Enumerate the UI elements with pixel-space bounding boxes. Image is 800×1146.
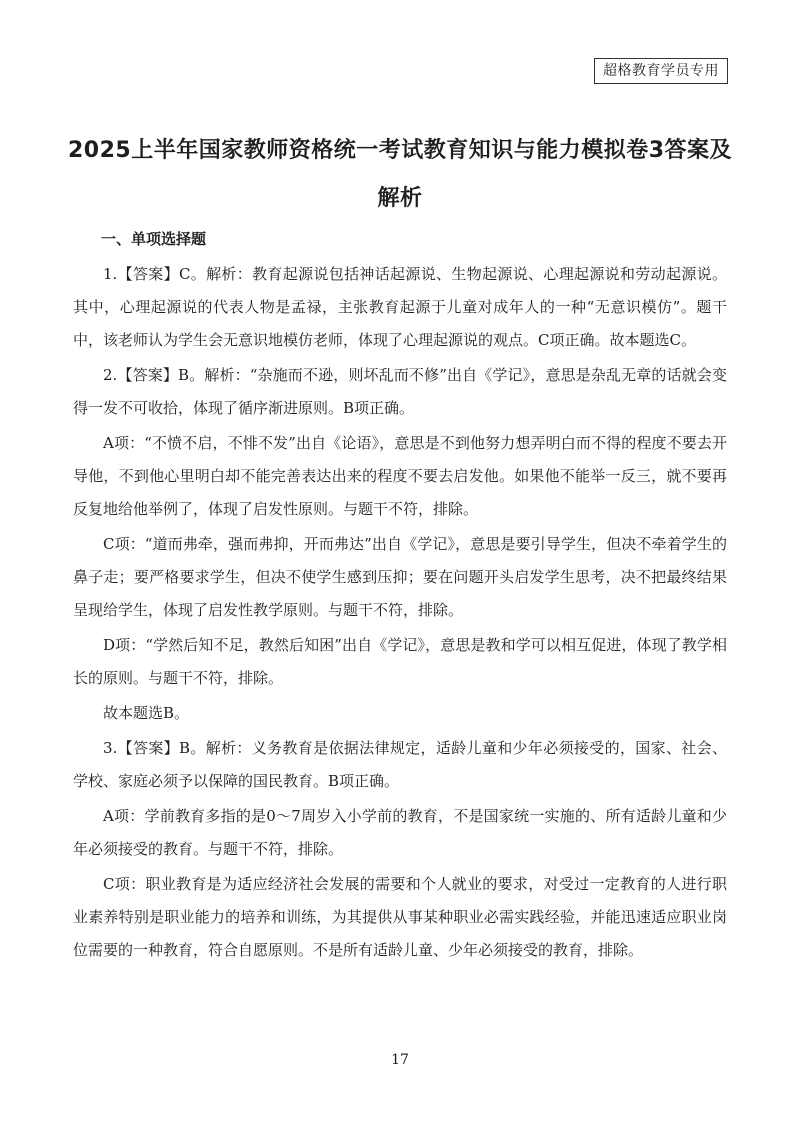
option-analysis-d: D项：“学然后知不足，教然后知困”出自《学记》，意思是教和学可以相互促进，体现了教学相长的原则。与题干不符，排除。 xyxy=(73,636,727,687)
option-analysis-a: A项：学前教育多指的是0～7周岁入小学前的教育，不是国家统一实施的、所有适龄儿童和少年必须接受的教育。与题干不符，排除。 xyxy=(73,807,727,858)
answer-paragraph-q2: 2.【答案】B。解析：“杂施而不逊，则坏乱而不修”出自《学记》，意思是杂乱无章的话就会变得一发不可收拾，体现了循序渐进原则。B项正确。 xyxy=(73,366,727,417)
page-title xyxy=(0,127,800,223)
option-analysis-c: C项：职业教育是为适应经济社会发展的需要和个人就业的要求，对受过一定教育的人进行职业素养特别是职业能力的培养和训练，为其提供从事某种职业必需实践经验，并能迅速适应职业岗位需要的一种教育，符合自愿原则。不是所有适龄儿童、少年必须接受的教育，排除。 xyxy=(73,875,727,959)
option-analysis-c: C项：“道而弗牵，强而弗抑，开而弗达”出自《学记》，意思是要引导学生，但决不牵着学生的鼻子走；要严格要求学生，但决不使学生感到压抑；要在问题开头启发学生思考，决不把最终结果呈现给学生，体现了启发性教学原则。与题干不符，排除。 xyxy=(73,535,727,619)
student-only-stamp: 超格教育学员专用 xyxy=(594,58,728,84)
option-analysis-a: A项：“不愤不启，不悱不发”出自《论语》，意思是不到他努力想弄明白而不得的程度不要去开导他，不到他心里明白却不能完善表达出来的程度不要去启发他。如果他不能举一反三，就不要再反复地给他举例了，体现了启发性原则。与题干不符，排除。 xyxy=(73,434,727,518)
answer-content xyxy=(73,224,727,969)
title-line-2: 解析 xyxy=(377,186,423,211)
answer-paragraph-q3: 3.【答案】B。解析：义务教育是依据法律规定，适龄儿童和少年必须接受的，国家、社会、学校、家庭必须予以保障的国民教育。B项正确。 xyxy=(73,739,727,790)
page-number: 17 xyxy=(391,1052,409,1068)
section-heading: 一、单项选择题 xyxy=(101,230,207,248)
answer-conclusion: 故本题选B。 xyxy=(103,704,190,722)
answer-paragraph-q1: 1.【答案】C。解析：教育起源说包括神话起源说、生物起源说、心理起源说和劳动起源说。其中，心理起源说的代表人物是孟禄，主张教育起源于儿童对成年人的一种“无意识模仿”。题干中，该老师认为学生会无意识地模仿老师，体现了心理起源说的观点。C项正确。故本题选C。 xyxy=(73,265,727,349)
title-line-1: 2025上半年国家教师资格统一考试教育知识与能力模拟卷3答案及 xyxy=(67,138,733,163)
